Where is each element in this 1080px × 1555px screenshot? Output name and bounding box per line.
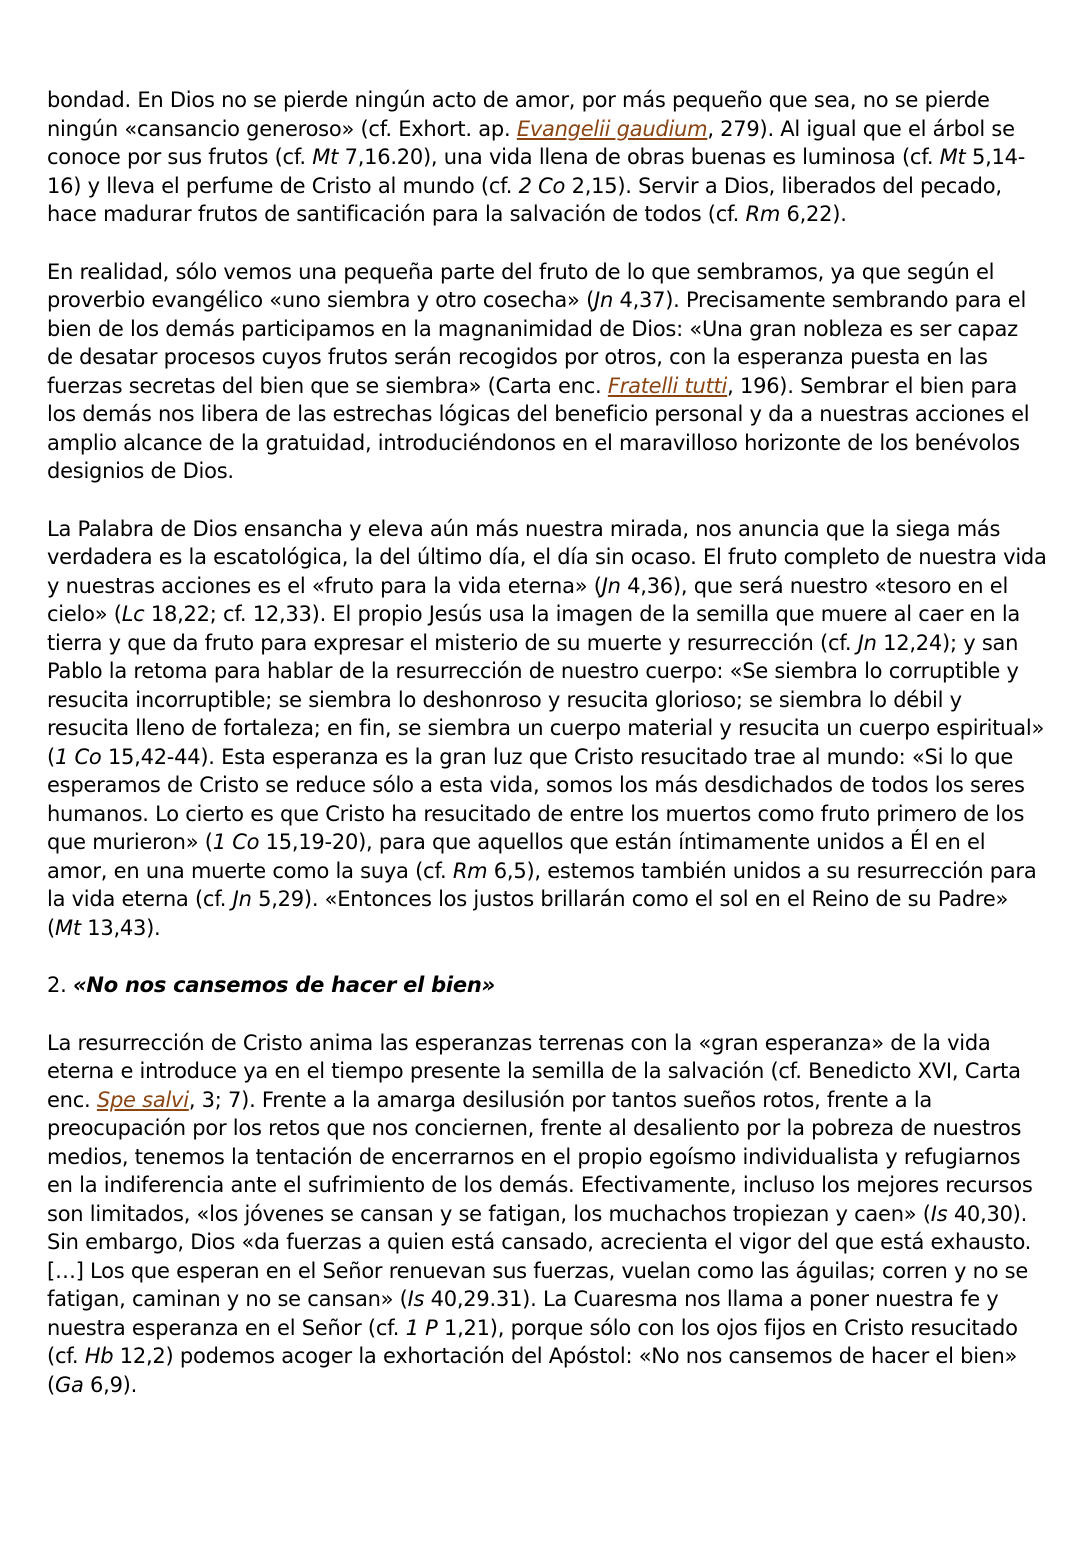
scripture-citation: Jn [857,630,877,655]
paragraph-text: 12,24); y san Pablo la retoma para hablar de la resurrección de nuestro cuerpo: «Se siembra lo corruptible y resucita incorruptible; se siembra lo deshonroso y resucita glorioso; se siembra lo débil y resucita lleno de fortaleza; en fin, se siembra un cuerpo material y resucita un cuerpo espiritual» ( [47,630,1045,769]
paragraph-text: 4,37). Precisamente sembrando para el bien de los demás participamos en la magnanimidad de Dios: «Una gran nobleza es ser capaz de desatar procesos cuyos frutos serán recogidos por otros, con la esperanza puesta en las fuerzas secretas del bien que se siembra» (Carta enc. [47,288,1027,398]
section-title: «No nos cansemos de hacer el bien» [72,973,495,997]
scripture-citation: Jn [232,887,252,911]
paragraph-text: 6,5), estemos también unidos a su resurrección para la vida eterna (cf. [47,858,1037,911]
paragraph-text: , 3; 7). Frente a la amarga desilusión por tantos sueños rotos, frente a la preocupación por los retos que nos conciernen, frente al desaliento por la pobreza de nuestros medios, tenemos la tentación de encerrarnos en el propio egoísmo individualista y refugiarnos en la indiferencia ante el sufrimiento de los demás. Efectivamente, incluso los mejores recursos son limitados, «los jóvenes se cansan y se fatigan, los muchachos tropiezan y caen» ( [47,1087,1033,1226]
scripture-citation: 1 Co [212,830,260,854]
paragraph-text: La Palabra de Dios ensancha y eleva aún más nuestra mirada, nos anuncia que la siega más verdadera es la escatológica, la del último día, el día sin ocaso. El fruto completo de nuestra vida y nuestras acciones es el «fruto para la vida eterna» ( [47,516,1047,598]
section-number: 2. [47,973,67,997]
paragraph-text: , 279). Al igual que el árbol se conoce por sus frutos (cf. [47,116,1015,169]
scripture-citation: Mt [312,145,339,169]
paragraph-p4 [47,1029,1047,1400]
paragraph-text: 15,42-44). Esta esperanza es la gran luz que Cristo resucitado trae al mundo: «Si lo que esperamos de Cristo se reduce sólo a esta vida, somos los más desdichados de todos los seres humanos. Lo cierto es que Cristo ha resucitado de entre los muertos como fruto primero de los que murieron» ( [47,744,1025,854]
scripture-citation: Rm [745,202,781,226]
paragraph-text: 40,30). Sin embargo, Dios «da fuerzas a quien está cansado, acrecienta el vigor del que está exhausto. […] Los que esperan en el Señor renuevan sus fuerzas, vuelan como las águilas; corren y no se fatigan, caminan y no se cansan» ( [47,1201,1032,1311]
paragraph-text: 40,29.31). La Cuaresma nos llama a poner nuestra fe y nuestra esperanza en el Señor (cf. [47,1287,999,1340]
scripture-citation: Lc [121,602,145,626]
scripture-citation: 1 Co [54,744,102,769]
paragraph-text: 15,19-20), para que aquellos que están íntimamente unidos a Él en el amor, en una muerte como la suya (cf. [47,830,986,883]
paragraph-text: 5,14-16) y lleva el perfume de Cristo al mundo (cf. [47,145,1026,198]
paragraph-text: La resurrección de Cristo anima las esperanzas terrenas con la «gran esperanza» de la vida eterna e introduce ya en el tiempo presente la semilla de la salvación (cf. Benedicto XVI, Carta enc. [47,1030,1021,1112]
document-page [47,86,1047,1428]
scripture-citation: Is [407,1287,425,1311]
document-link[interactable]: Evangelii gaudium [516,116,708,141]
section-heading [47,971,1047,1000]
paragraph-text: 6,9). [83,1372,138,1397]
document-link[interactable]: Spe salvi [96,1087,189,1112]
paragraph-p2 [47,258,1047,486]
paragraph-text: 7,16.20), una vida llena de obras buenas es luminosa (cf. [338,145,940,169]
scripture-citation: 1 P [405,1315,438,1340]
paragraph-text: 6,22). [780,202,847,226]
document-link[interactable]: Fratelli tutti [607,373,728,398]
paragraph-text: 13,43). [80,915,161,940]
document-body-part-2 [47,1029,1047,1400]
scripture-citation: Jn [594,288,614,312]
paragraph-text: En realidad, sólo vemos una pequeña parte del fruto de lo que sembramos, ya que según el proverbio evangélico «uno siembra y otro cosecha» ( [47,259,995,312]
scripture-citation: Mt [939,145,966,169]
scripture-citation: Jn [601,573,621,598]
paragraph-text: , 196). Sembrar el bien para los demás nos libera de las estrechas lógicas del beneficio personal y da a nuestras acciones el amplio alcance de la gratuidad, introduciéndonos en el maravilloso horizonte de los benévolos designios de Dios. [47,373,1030,483]
paragraph-p1 [47,86,1047,229]
paragraph-text: 18,22; cf. 12,33). El propio Jesús usa la imagen de la semilla que muere al caer en la tierra y que da fruto para expresar el misterio de su muerte y resurrección (cf. [47,602,1021,655]
paragraph-p3 [47,515,1047,943]
paragraph-text: 5,29). «Entonces los justos brillarán como el sol en el Reino de su Padre» ( [47,887,1009,940]
paragraph-text: 4,36), que será nuestro «tesoro en el cielo» ( [47,573,1009,626]
scripture-citation: 2 Co [518,173,566,198]
document-body-part-1 [47,86,1047,942]
scripture-citation: Mt [54,915,81,940]
paragraph-text: 1,21), porque sólo con los ojos fijos en Cristo resucitado (cf. [47,1315,1018,1368]
scripture-citation: Is [930,1201,948,1226]
scripture-citation: Hb [84,1344,114,1368]
paragraph-text: 12,2) podemos acoger la exhortación del Apóstol: «No nos cansemos de hacer el bien» ( [47,1344,1018,1397]
paragraph-text: bondad. En Dios no se pierde ningún acto de amor, por más pequeño que sea, no se pierde ningún «cansancio generoso» (cf. Exhort. ap. [47,88,990,141]
paragraph-text: 2,15). Servir a Dios, liberados del pecado, hace madurar frutos de santificación para la salvación de todos (cf. [47,173,1002,226]
scripture-citation: Rm [452,858,488,883]
scripture-citation: Ga [54,1372,84,1397]
